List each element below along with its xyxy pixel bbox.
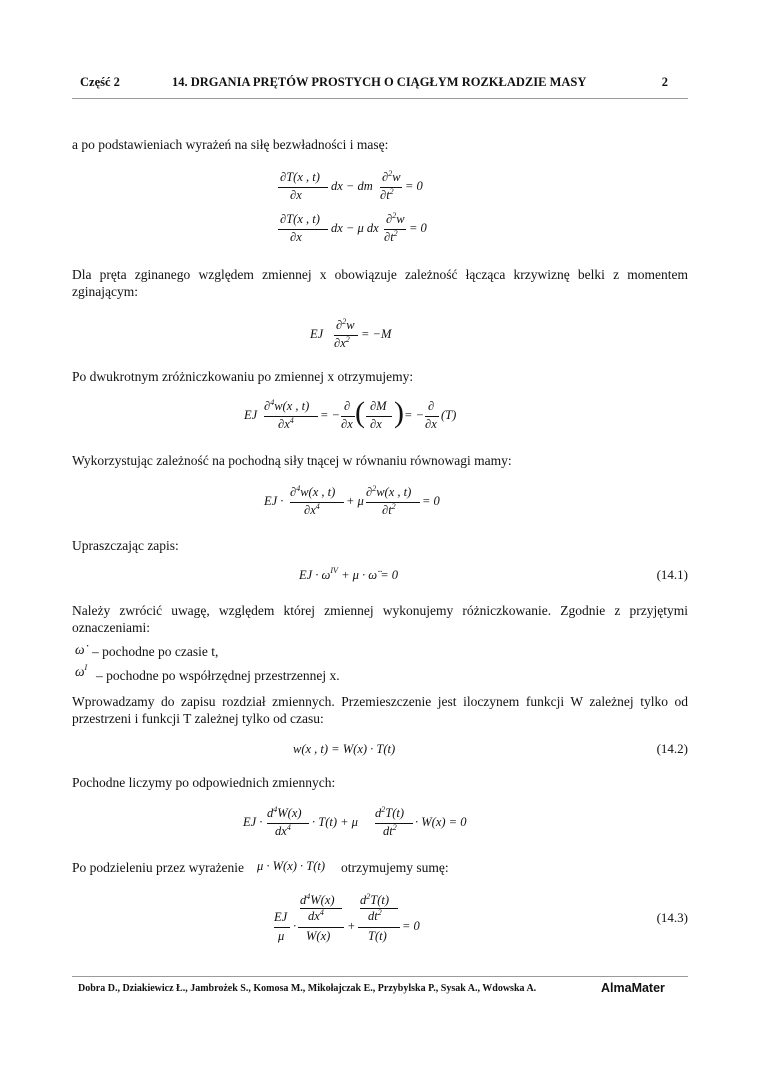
- paragraph-9b: otrzymujemy sumę:: [341, 860, 449, 875]
- equation-14-1: EJ · $\omega^{IV} + \mu$ · ω̈ = 0: [299, 566, 399, 582]
- equation-separated: EJ · $d^4W(x)$ $dx^4$ · T(t) + μ $d^2T(t)$ $dt^2$ · W(x) = 0: [243, 805, 467, 838]
- equation-inertia-2: ∂T(x , t) ∂x dx − μ dx ∂$^2$w $\partial t^2$ = 0: [280, 211, 427, 244]
- equation-number-14-1: (14.1): [656, 567, 688, 582]
- bullet-space-derivative: – pochodne po współrzędnej przestrzennej x.: [96, 668, 340, 683]
- paragraph-3: Po dwukrotnym zróżniczkowaniu po zmiennej x otrzymujemy:: [72, 369, 414, 384]
- omega-prime-symbol: $\omega^I$: [75, 663, 88, 679]
- paragraph-8: Pochodne liczymy po odpowiednich zmiennych:: [72, 775, 336, 790]
- brand-logo: AlmaMater: [601, 981, 665, 995]
- paragraph-7: Wprowadzamy do zapisu rozdział zmiennych. Przemieszczenie jest iloczynem funkcji W zależnej tylko od przestrzeni i funkcji T zależnej tylko od czasu:: [72, 694, 688, 726]
- page-number: 2: [661, 75, 668, 89]
- inline-divisor: μ · W(x) · T(t): [257, 859, 326, 873]
- part-label: Część 2: [80, 75, 120, 89]
- equation-number-14-2: (14.2): [656, 741, 688, 756]
- omega-dot-symbol: ω̇: [75, 642, 85, 657]
- equation-double-diff: EJ ∂$^4$w(x , t) $\partial x^4$ = − ∂ ∂x ( ∂M ∂x ) = − ∂ ∂x (T): [244, 396, 457, 431]
- paragraph-2: Dla pręta zginanego względem zmiennej x obowiązuje zależność łącząca krzywiznę belki z momentem zginającym:: [72, 267, 688, 299]
- header-rule: [72, 98, 688, 99]
- equation-14-2: w(x , t) = W(x) · T(t): [293, 742, 396, 756]
- equation-equilibrium: EJ · ∂$^4$w(x , t) $\partial x^4$ + μ ∂$^2$w(x , t) $\partial t^2$ = 0: [264, 484, 440, 517]
- footer-authors: Dobra D., Dziakiewicz Ł., Jambrożek S., Komosa M., Mikołajczak E., Przybylska P., Sysak A., Wdowska A.: [78, 983, 537, 994]
- chapter-title: 14. DRGANIA PRĘTÓW PROSTYCH O CIĄGŁYM ROZKŁADZIE MASY: [172, 75, 587, 89]
- equation-inertia-1: ∂T(x , t) ∂x dx − dm ∂$^2$w $\partial t^2$ = 0: [280, 169, 423, 202]
- equation-14-3: EJ μ · $d^4W(x)$ $dx^4$ W(x) + $d^2T(t)$ $dt^2$ T(t) = 0: [274, 892, 420, 943]
- paragraph-1: a po podstawieniach wyrażeń na siłę bezwładności i masę:: [72, 137, 389, 152]
- footer-rule: [72, 976, 688, 977]
- bullet-time-derivative: – pochodne po czasie t,: [92, 644, 219, 659]
- equation-number-14-3: (14.3): [656, 910, 688, 925]
- paragraph-9a: Po podzieleniu przez wyrażenie: [72, 860, 245, 875]
- paragraph-6: Należy zwrócić uwagę, względem której zmiennej wykonujemy różniczkowanie. Zgodnie z przyjętymi oznaczeniami:: [72, 603, 688, 635]
- paragraph-5: Upraszczając zapis:: [72, 538, 179, 553]
- paragraph-4: Wykorzystując zależność na pochodną siły tnącej w równaniu równowagi mamy:: [72, 453, 512, 468]
- equation-curvature: EJ ∂$^2$w $\partial x^2$ = −M: [310, 317, 392, 350]
- page-header: [80, 75, 668, 91]
